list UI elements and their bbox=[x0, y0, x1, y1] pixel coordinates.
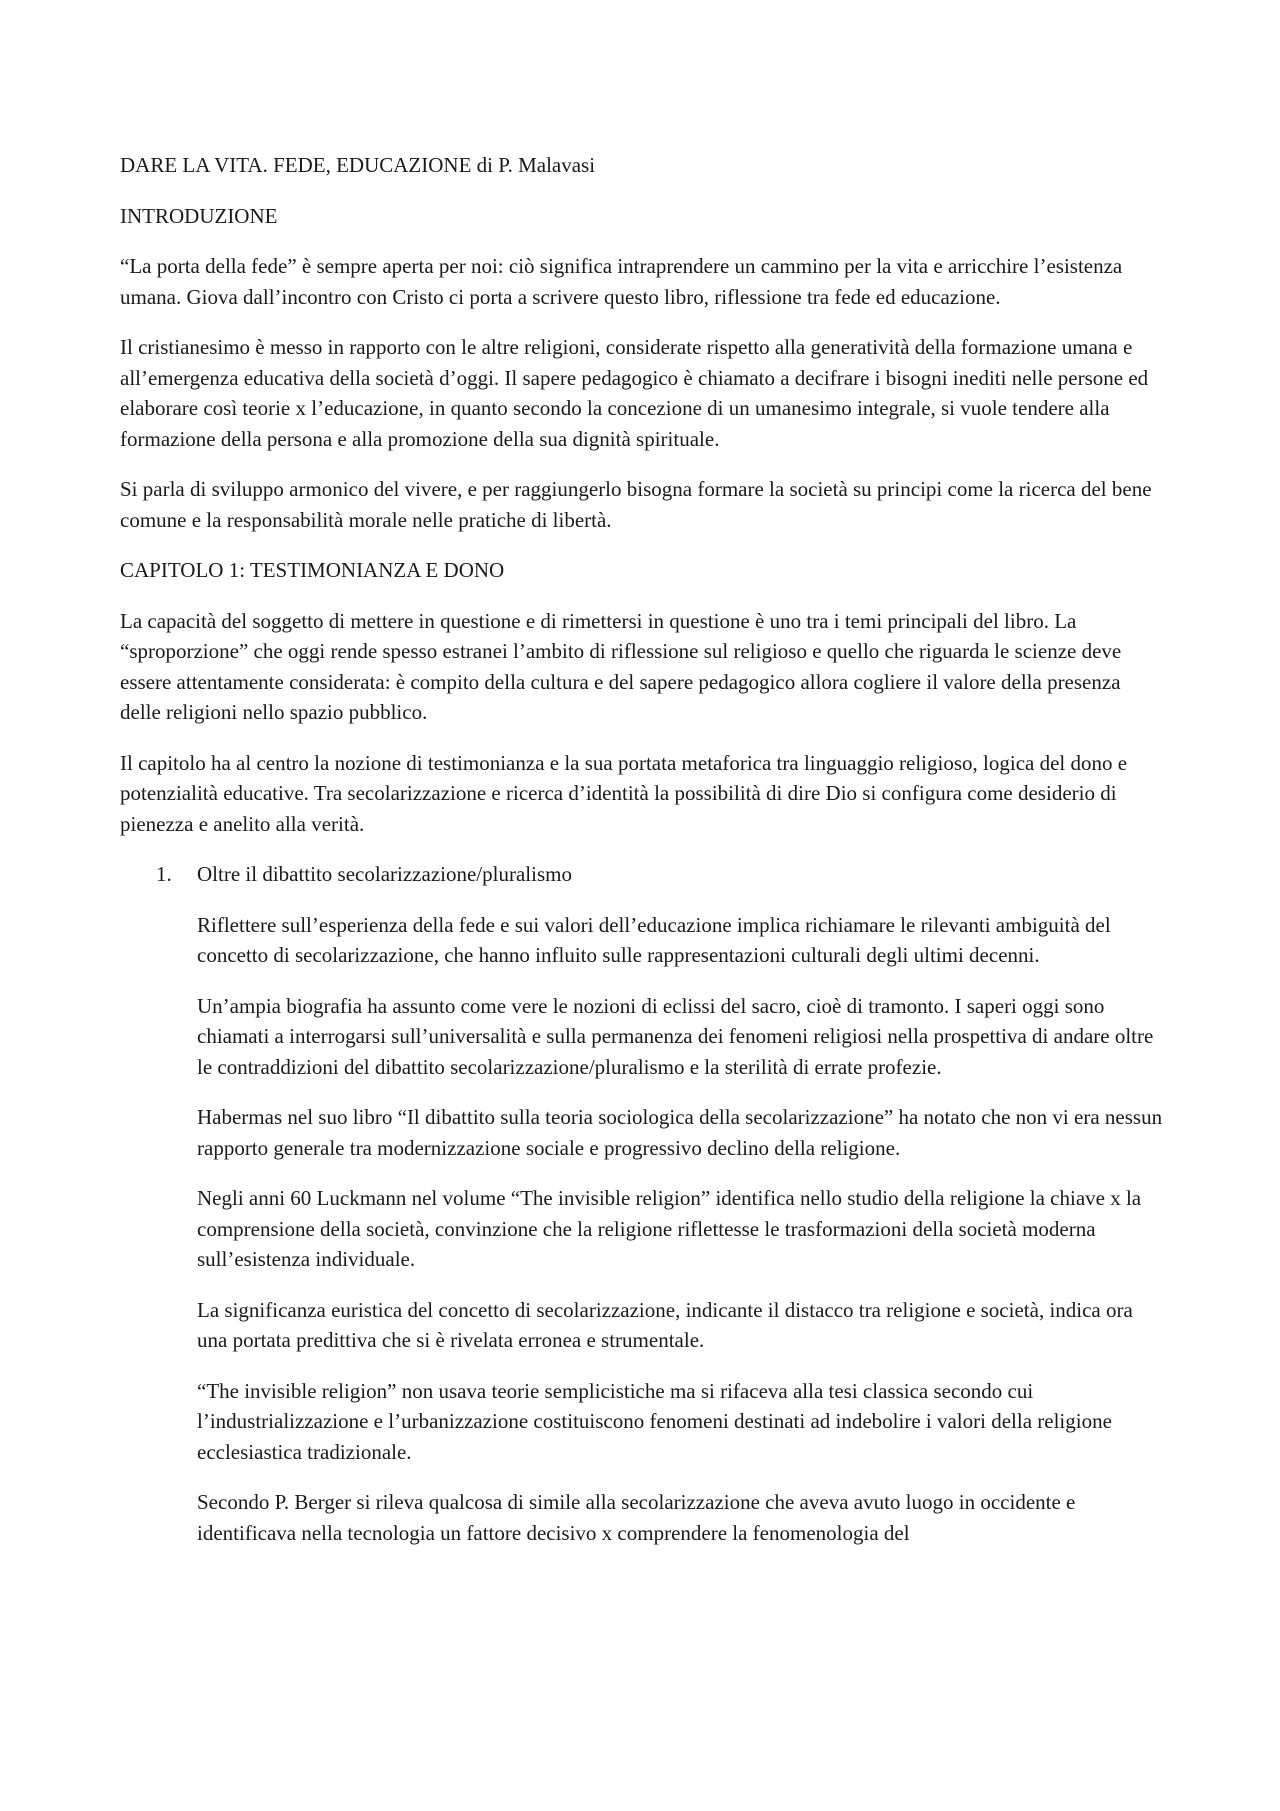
paragraph: Il capitolo ha al centro la nozione di testimonianza e la sua portata metaforica tra linguaggio religioso, logica del dono e potenzialità educative. Tra secolarizzazione e ricerca d’identità la possibilità di dire Dio si configura come desiderio di pienezza e anelito alla verità. bbox=[120, 750, 1128, 836]
paragraph: Si parla di sviluppo armonico del vivere, e per raggiungerlo bisogna formare la società su principi come la ricerca del bene comune e la responsabilità morale nelle pratiche di libertà. bbox=[120, 477, 1152, 532]
list-number: 1. bbox=[156, 862, 172, 886]
section-paragraph: Riflettere sull’esperienza della fede e sui valori dell’educazione implica richiamare le rilevanti ambiguità del concetto di secolarizzazione, che hanno influito sulle rappresentazioni culturali degli ultimi decenni. bbox=[197, 912, 1111, 967]
chapter1-heading: CAPITOLO 1: TESTIMONIANZA E DONO bbox=[120, 558, 505, 582]
document-title: DARE LA VITA. FEDE, EDUCAZIONE di P. Malavasi bbox=[120, 153, 596, 177]
paragraph: La capacità del soggetto di mettere in questione e di rimettersi in questione è uno tra i temi principali del libro. La “sproporzione” che oggi rende spesso estranei l’ambito di riflessione sul religioso e quello che riguarda le scienze deve essere attentamente considerata: è compito della cultura e del sapere pedagogico allora cogliere il valore della presenza delle religioni nello spazio pubblico. bbox=[120, 608, 1122, 724]
section-paragraph: Habermas nel suo libro “Il dibattito sulla teoria sociologica della secolarizzazione” ha notato che non vi era nessun rapporto generale tra modernizzazione sociale e progressivo declino della religione. bbox=[197, 1105, 1163, 1160]
paragraph: “La porta della fede” è sempre aperta per noi: ciò significa intraprendere un cammino per la vita e arricchire l’esistenza umana. Giova dall’incontro con Cristo ci porta a scrivere questo libro, riflessione tra fede ed educazione. bbox=[120, 254, 1123, 309]
section-paragraph: La significanza euristica del concetto di secolarizzazione, indicante il distacco tra religione e società, indica ora una portata predittiva che si è rivelata erronea e strumentale. bbox=[197, 1297, 1133, 1352]
section-paragraph: “The invisible religion” non usava teorie semplicistiche ma si rifaceva alla tesi classica secondo cui l’industrializzazione e l’urbanizzazione costituiscono fenomeni destinati ad indebolire i valori della religione ecclesiastica tradizionale. bbox=[197, 1378, 1112, 1464]
document-body bbox=[120, 150, 1165, 1568]
section-paragraph: Un’ampia biografia ha assunto come vere le nozioni di eclissi del sacro, cioè di tramonto. I saperi oggi sono chiamati a interrogarsi sull’universalità e sulla permanenza dei fenomeni religiosi nella prospettiva di andare oltre le contraddizioni del dibattito secolarizzazione/pluralismo e la sterilità di errate profezie. bbox=[197, 993, 1154, 1079]
section-heading-text: Oltre il dibattito secolarizzazione/pluralismo bbox=[197, 862, 572, 886]
section-paragraph: Negli anni 60 Luckmann nel volume “The invisible religion” identifica nello studio della religione la chiave x la comprensione della società, convinzione che la religione riflettesse le trasformazioni della società moderna sull’esistenza individuale. bbox=[197, 1186, 1142, 1271]
section-paragraph: Secondo P. Berger si rileva qualcosa di simile alla secolarizzazione che aveva avuto luogo in occidente e identificava nella tecnologia un fattore decisivo x comprendere la fenomenologia del bbox=[197, 1490, 1076, 1545]
intro-heading: INTRODUZIONE bbox=[120, 203, 278, 228]
paragraph: Il cristianesimo è messo in rapporto con le altre religioni, considerate rispetto alla generatività della formazione umana e all’emergenza educativa della società d’oggi. Il sapere pedagogico è chiamato a decifrare i bisogni inediti nelle persone ed elaborare così teorie x l’educazione, in quanto secondo la concezione di un umanesimo integrale, si vuole tendere alla formazione della persona e alla promozione della sua dignità spirituale. bbox=[120, 335, 1149, 451]
numbered-section-heading bbox=[120, 859, 1165, 890]
